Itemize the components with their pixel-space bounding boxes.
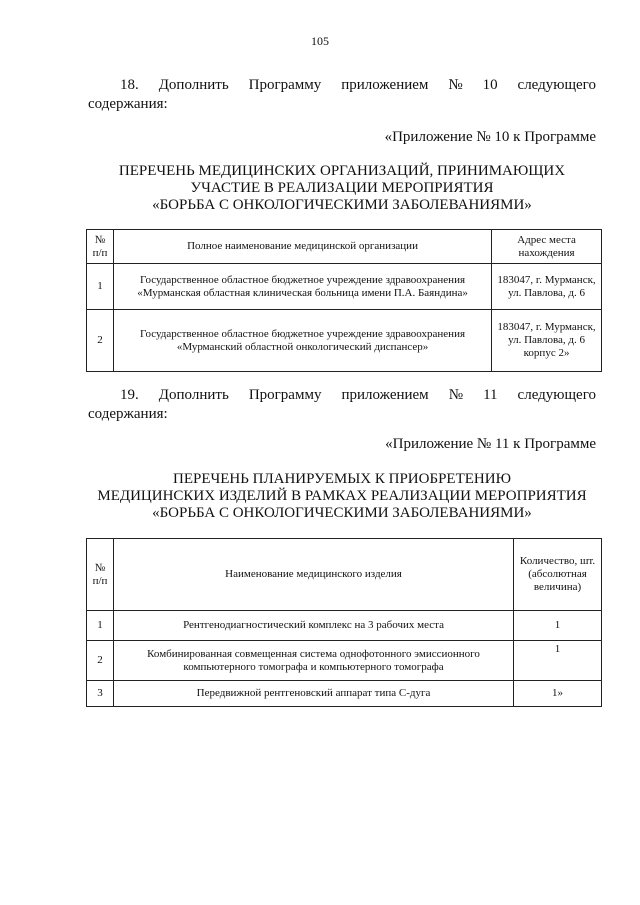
column-header: Адрес места нахождения — [492, 230, 602, 264]
table-cell: 1 — [87, 611, 114, 641]
word: приложением — [341, 77, 429, 93]
paragraph-continuation: содержания: — [88, 96, 168, 112]
word: Программу — [248, 387, 322, 403]
section-title — [88, 471, 596, 522]
item-number: 19. — [120, 387, 139, 403]
word: приложением — [341, 387, 429, 403]
column-header: Количество, шт. (абсолютная величина) — [514, 539, 602, 611]
column-header: Наименование медицинского изделия — [113, 539, 513, 611]
title-line: МЕДИЦИНСКИХ ИЗДЕЛИЙ В РАМКАХ РЕАЛИЗАЦИИ МЕРОПРИЯТИЯ — [97, 488, 587, 504]
word: следующего — [517, 387, 596, 403]
table-cell: Рентгенодиагностический комплекс на 3 рабочих места — [113, 611, 513, 641]
word: следующего — [517, 77, 596, 93]
word: Программу — [248, 77, 322, 93]
word: 11 — [483, 387, 498, 403]
table-row — [87, 310, 602, 372]
word: № — [448, 77, 463, 93]
table-cell: 183047, г. Мурманск, ул. Павлова, д. 6 — [492, 264, 602, 310]
appendix-reference: «Приложение № 10 к Программе — [384, 129, 596, 145]
column-header: № п/п — [87, 539, 114, 611]
title-line: ПЕРЕЧЕНЬ МЕДИЦИНСКИХ ОРГАНИЗАЦИЙ, ПРИНИМАЮЩИХ — [118, 163, 566, 179]
table-cell: Комбинированная совмещенная система однофотонного эмиссионного компьютерного томографа и компьютерного томографа — [113, 641, 513, 681]
page-number: 105 — [311, 34, 329, 48]
table-cell: 3 — [87, 681, 114, 707]
column-header: № п/п — [87, 230, 114, 264]
table-cell: Передвижной рентгеновский аппарат типа С-дуга — [113, 681, 513, 707]
paragraph-continuation: содержания: — [88, 406, 168, 422]
table-row — [87, 641, 602, 681]
organizations-table — [86, 229, 602, 372]
title-line: УЧАСТИЕ В РЕАЛИЗАЦИИ МЕРОПРИЯТИЯ — [190, 180, 494, 196]
word: Дополнить — [158, 387, 229, 403]
table-header-row — [87, 230, 602, 264]
item-number: 18. — [120, 77, 139, 93]
table-cell: 1 — [514, 611, 602, 641]
table-cell: Государственное областное бюджетное учреждение здравоохранения «Мурманский областной онкологический диспансер» — [113, 310, 491, 372]
title-line: «БОРЬБА С ОНКОЛОГИЧЕСКИМИ ЗАБОЛЕВАНИЯМИ» — [152, 505, 532, 521]
table-cell: 1 — [87, 264, 114, 310]
word: № — [448, 387, 464, 403]
table-header-row — [87, 539, 602, 611]
table-row — [87, 264, 602, 310]
table-cell: 2 — [87, 641, 114, 681]
table-row — [87, 681, 602, 707]
table-row — [87, 611, 602, 641]
table-cell: Государственное областное бюджетное учреждение здравоохранения «Мурманская областная клиническая больница имени П.А. Баяндина» — [113, 264, 491, 310]
medical-devices-table — [86, 538, 602, 707]
paragraph-item-18 — [88, 76, 596, 114]
table-cell: 2 — [87, 310, 114, 372]
title-line: «БОРЬБА С ОНКОЛОГИЧЕСКИМИ ЗАБОЛЕВАНИЯМИ» — [152, 197, 532, 213]
title-line: ПЕРЕЧЕНЬ ПЛАНИРУЕМЫХ К ПРИОБРЕТЕНИЮ — [173, 471, 511, 487]
word: 10 — [482, 77, 498, 93]
word: Дополнить — [158, 77, 229, 93]
table-cell: 1 — [514, 641, 602, 681]
paragraph-item-19 — [88, 386, 596, 424]
table-cell: 183047, г. Мурманск, ул. Павлова, д. 6 корпус 2» — [492, 310, 602, 372]
table-cell: 1» — [514, 681, 602, 707]
appendix-reference: «Приложение № 11 к Программе — [385, 436, 596, 452]
section-title — [88, 163, 596, 214]
column-header: Полное наименование медицинской организации — [113, 230, 491, 264]
